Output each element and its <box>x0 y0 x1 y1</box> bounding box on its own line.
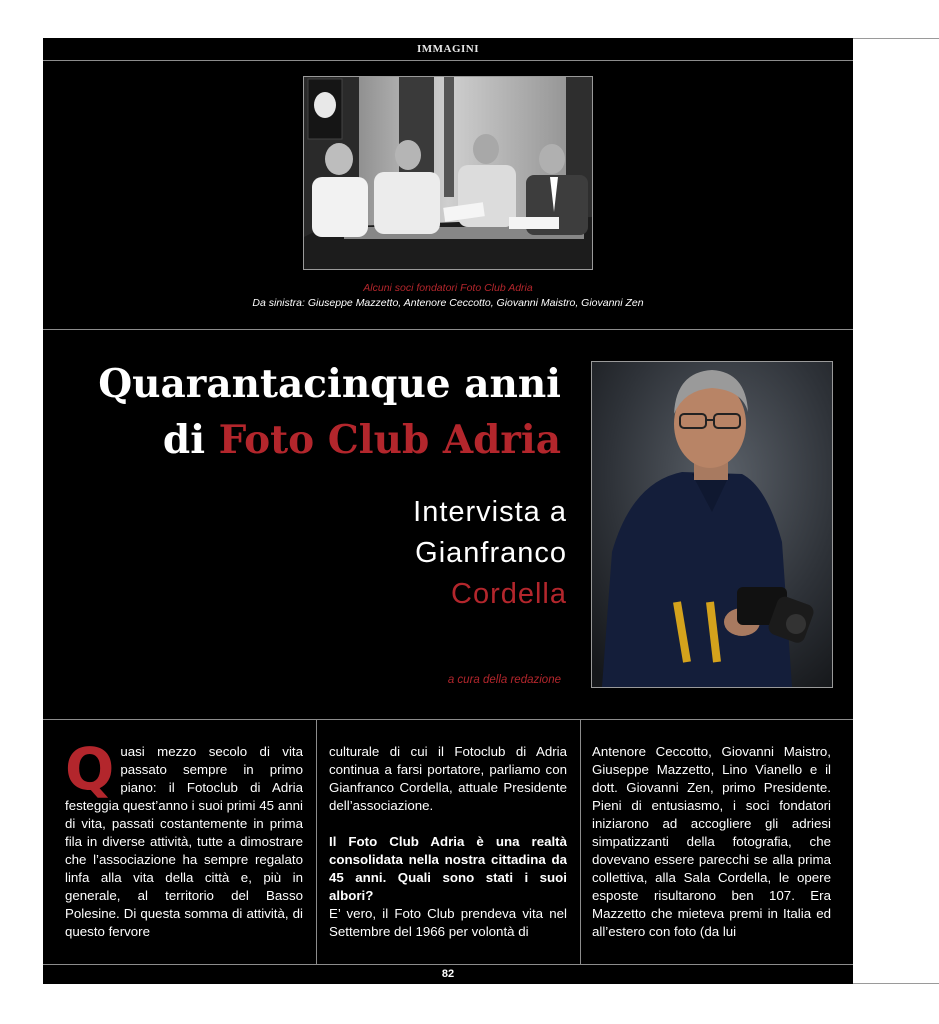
article-byline: a cura della redazione <box>447 674 561 686</box>
column-3-text: Antenore Ceccotto, Giovanni Maistro, Giuseppe Mazzetto, Lino Vianello e il dott. Giovanni Zen, primo Presidente. Pieni di entusiasmo, i soci fondatori iniziarono ad accogliere gli adriesi simpatizzanti della fotografia, che dovevano essere parecchi se alla prima collettiva, alla Sala Cordella, le opere esposte risultarono ben 107. Era Mazzetto che mieteva premi in Italia ed all’estero con foto (da lui <box>592 744 831 939</box>
drop-cap: Q <box>65 743 115 803</box>
photo-caption-title: Alcuni soci fondatori Foto Club Adria <box>363 282 533 294</box>
title-highlight: Foto Club Adria <box>218 417 561 463</box>
title-line-1: Quarantacinque anni <box>98 361 561 407</box>
text-column-3 <box>592 743 831 965</box>
magazine-page <box>43 38 853 984</box>
interview-answer: E’ vero, il Foto Club prendeva vita nel Settembre del 1966 per volontà di <box>329 906 567 939</box>
article-subtitle <box>413 492 567 615</box>
column-divider-2 <box>580 719 581 964</box>
outer-bottom-rule <box>853 983 939 984</box>
column-1-text: uasi mezzo secolo di vita passato sempre in primo piano: il Fotoclub di Adria festeggia quest’anno i suoi primi 45 anni di vita, passati costantemente in prima fila in diverse attività, tutte a dimostrare che l’associazione ha sempre regalato linfa alla vita della città e, più in generale, al territorio del Basso Polesine. Di questa somma di attività, di questo fervore <box>65 744 303 939</box>
column-2-intro: culturale di cui il Fotoclub di Adria continua a farsi portatore, parliamo con Gianfranco Cordella, attuale Presidente dell’associazione. <box>329 744 567 813</box>
column-1-paragraph <box>65 743 303 941</box>
header-rule <box>43 60 853 61</box>
founders-photo-image <box>304 77 592 269</box>
photo-caption-names: Da sinistra: Giuseppe Mazzetto, Antenore Ceccotto, Giovanni Maistro, Giovanni Zen <box>252 297 644 309</box>
interview-question: Il Foto Club Adria è una realtà consolidata nella nostra cittadina da 45 anni. Quali sono stati i suoi albori? <box>329 834 567 903</box>
subtitle-line-2: Gianfranco <box>415 537 567 569</box>
photo-section-rule <box>43 329 853 330</box>
page-number: 82 <box>441 968 455 980</box>
article-title <box>98 356 561 468</box>
text-column-2 <box>329 743 567 965</box>
outer-top-rule <box>853 38 939 39</box>
founders-photo <box>303 76 593 270</box>
portrait-photo-image <box>592 362 832 687</box>
section-label: IMMAGINI <box>416 43 480 55</box>
portrait-photo <box>591 361 833 688</box>
subtitle-line-3: Cordella <box>451 578 567 610</box>
title-line-2 <box>98 412 561 468</box>
subtitle-line-1: Intervista a <box>413 496 567 528</box>
title-section-rule <box>43 719 853 720</box>
text-column-1 <box>65 743 303 965</box>
title-prefix: di <box>162 417 206 463</box>
column-divider-1 <box>316 719 317 964</box>
